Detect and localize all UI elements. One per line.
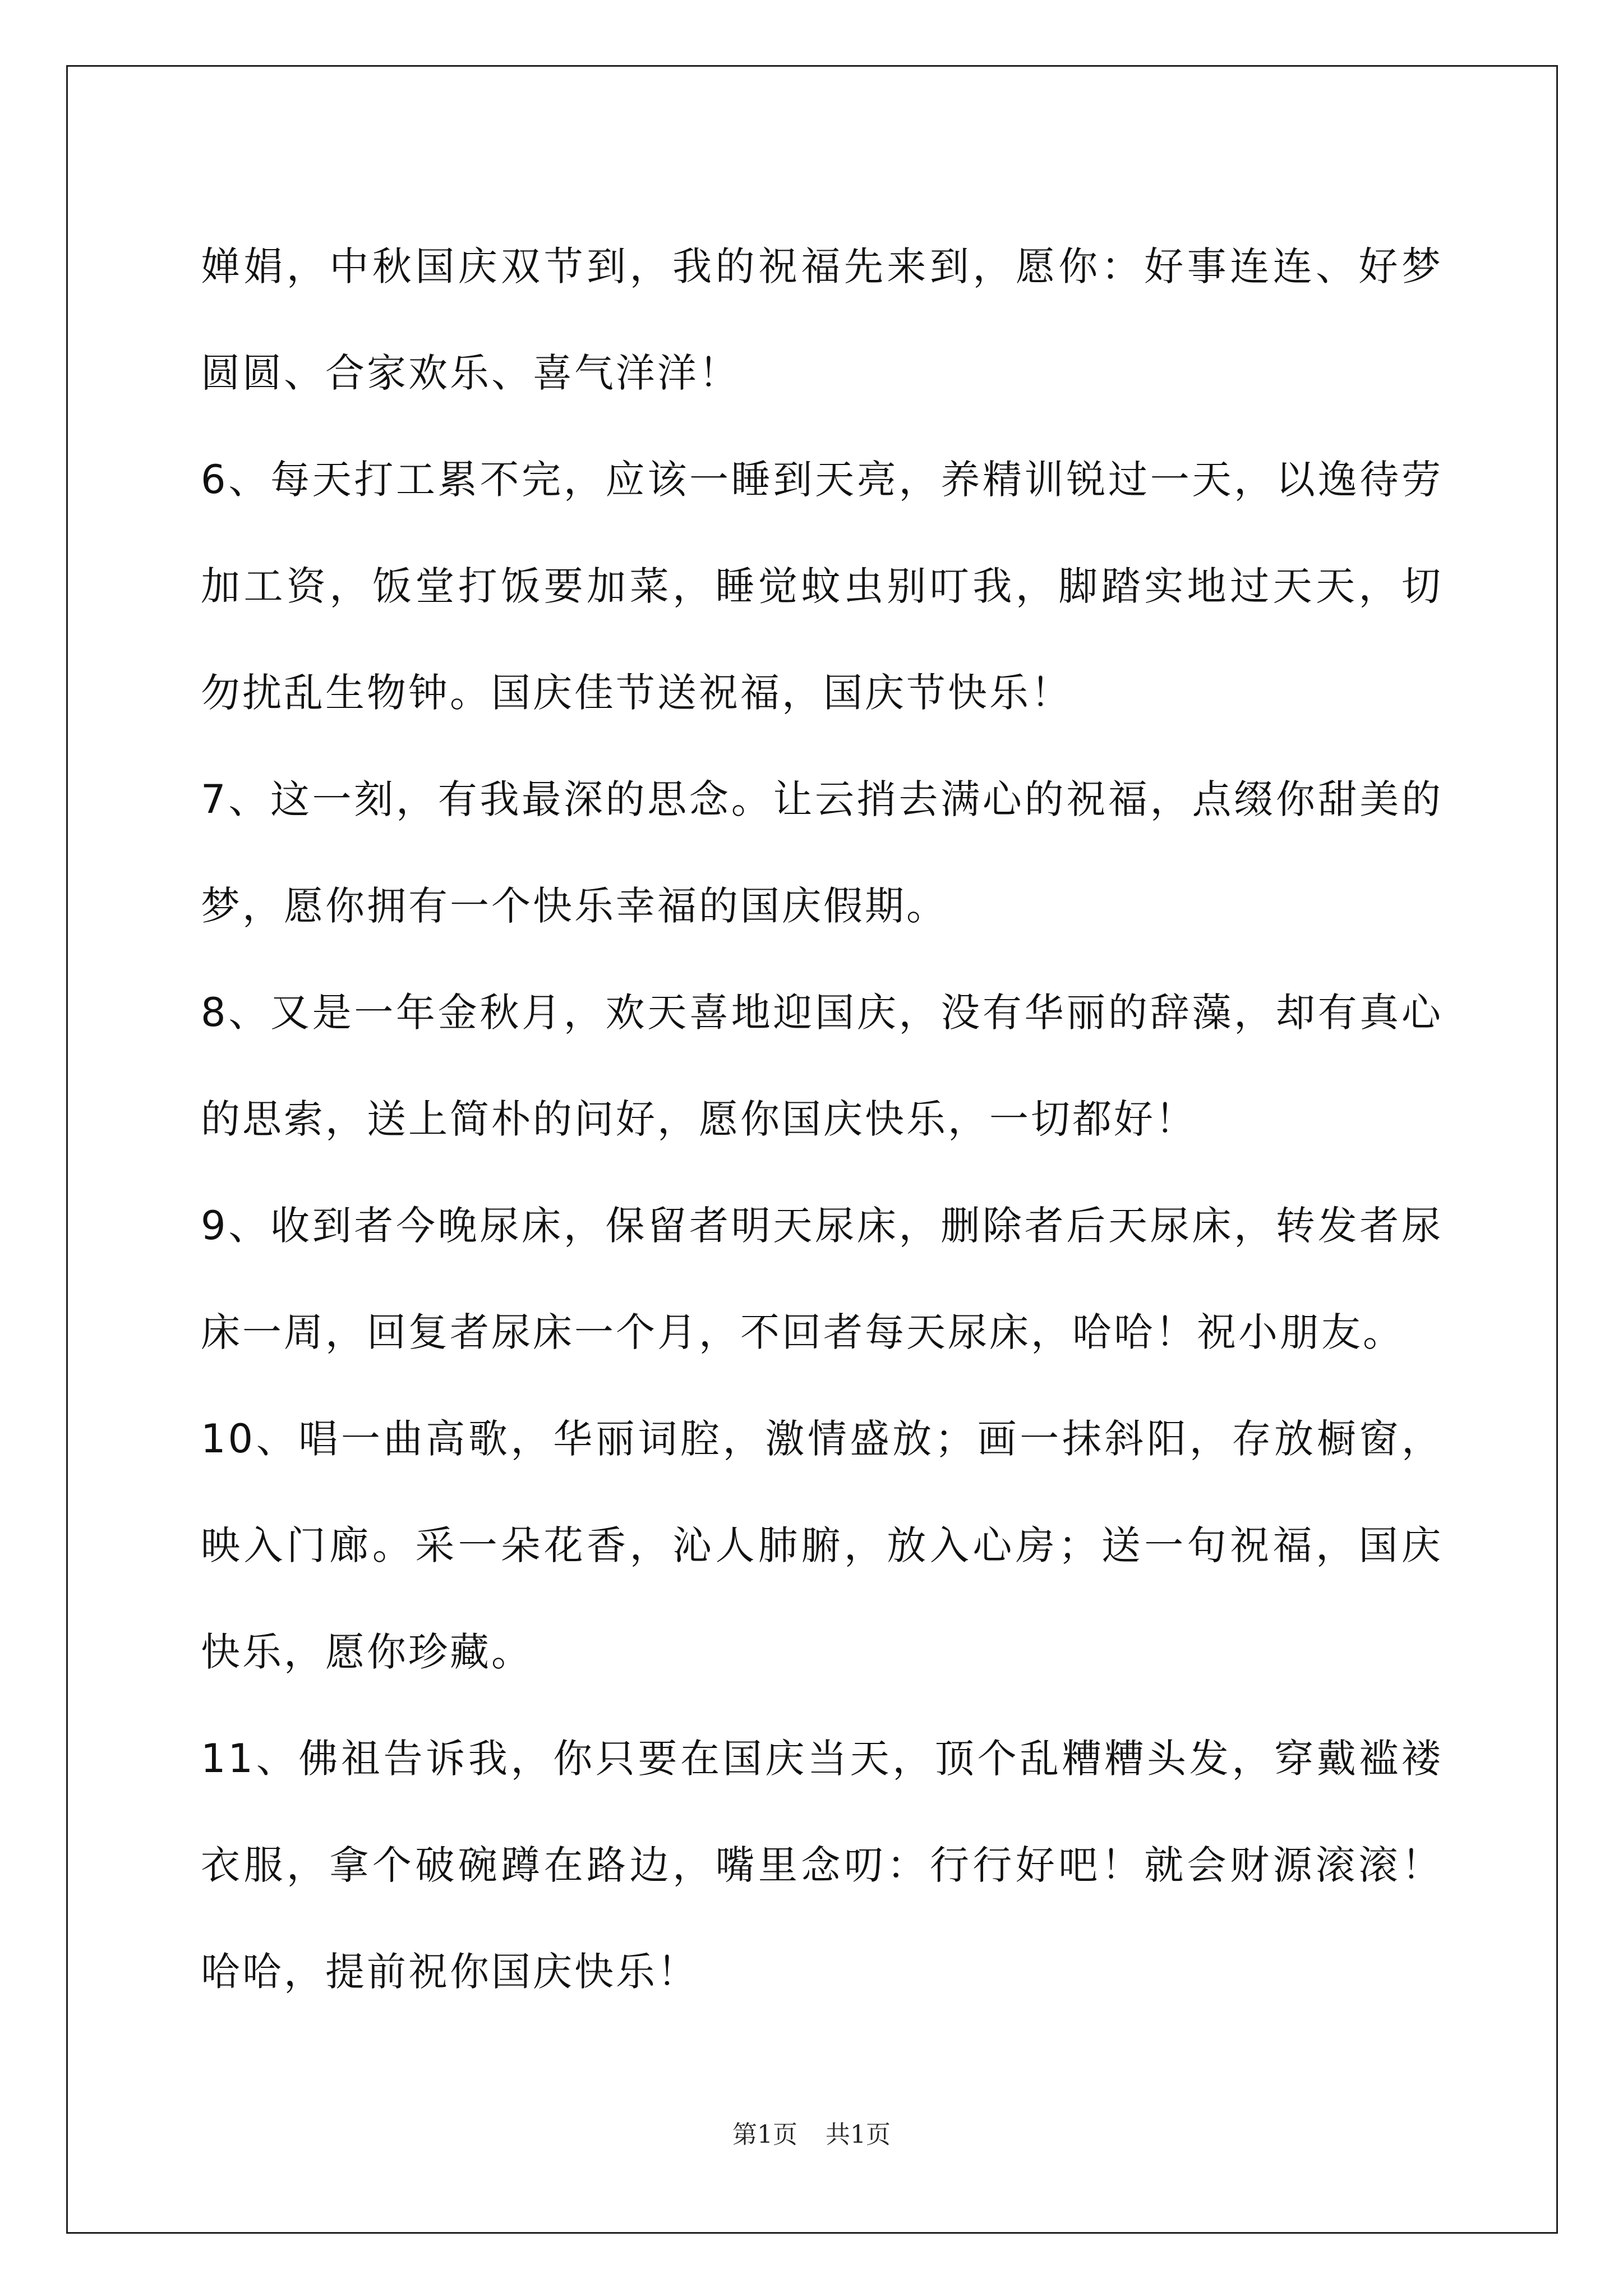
document-body xyxy=(201,213,1443,2025)
paragraph: 婵娟，中秋国庆双节到，我的祝福先来到，愿你：好事连连、好梦圆圆、合家欢乐、喜气洋洋！ xyxy=(201,243,1443,396)
page-footer xyxy=(0,2119,1623,2151)
paragraph: 10、唱一曲高歌，华丽词腔，激情盛放；画一抹斜阳，存放橱窗，映入门廊。采一朵花香，沁人肺腑，放入心房；送一句祝福，国庆快乐，愿你珍藏。 xyxy=(201,1416,1443,1675)
paragraph: 6、每天打工累不完，应该一睡到天亮，养精训锐过一天，以逸待劳加工资，饭堂打饭要加菜，睡觉蚊虫别叮我，脚踏实地过天天，切勿扰乱生物钟。国庆佳节送祝福，国庆节快乐！ xyxy=(201,457,1443,716)
paragraph: 9、收到者今晚尿床，保留者明天尿床，删除者后天尿床，转发者尿床一周，回复者尿床一个月，不回者每天尿床，哈哈！祝小朋友。 xyxy=(201,1203,1443,1355)
paragraph: 7、这一刻，有我最深的思念。让云捎去满心的祝福，点缀你甜美的梦，愿你拥有一个快乐幸福的国庆假期。 xyxy=(201,776,1443,929)
page-number: 第1页 xyxy=(732,2120,797,2149)
paragraph: 8、又是一年金秋月，欢天喜地迎国庆，没有华丽的辞藻，却有真心的思索，送上简朴的问好，愿你国庆快乐，一切都好！ xyxy=(201,990,1443,1142)
page-total: 共1页 xyxy=(826,2120,891,2149)
paragraph: 11、佛祖告诉我，你只要在国庆当天，顶个乱糟糟头发，穿戴褴褛衣服，拿个破碗蹲在路边，嘴里念叨：行行好吧！就会财源滚滚！哈哈，提前祝你国庆快乐！ xyxy=(201,1736,1443,1995)
